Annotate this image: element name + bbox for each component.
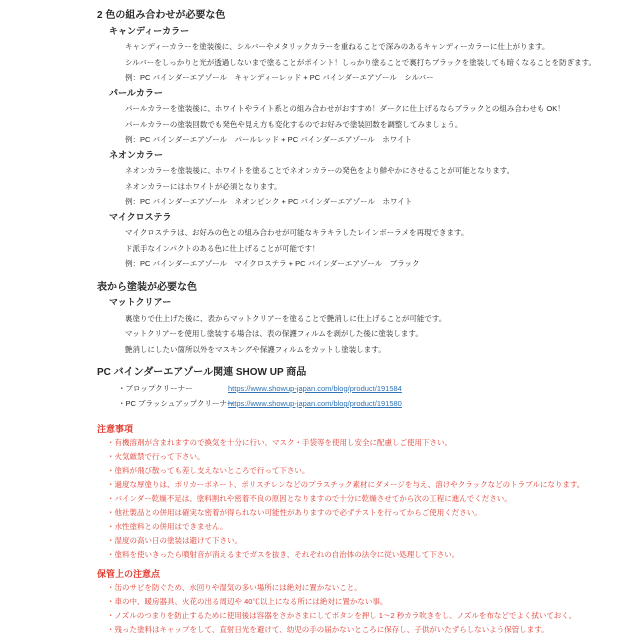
caution-item: ・バインダー乾燥不足は、塗料割れや密着不良の原因となりますので十分に乾燥させてから次の工程に進んでください。 (107, 493, 512, 503)
product-row (118, 381, 640, 397)
body-line: 艶消しにしたい箇所以外をマスキングや保護フィルムをカットし塗装します。 (125, 344, 386, 354)
storage-item: ・車の中、暖房器具、火花の出る周辺や 40℃以上になる所には絶対に置かない事。 (107, 596, 388, 606)
caution-item: ・水性塗料との併用はできません。 (107, 521, 228, 531)
caution-item: ・他社製品との併用は確実な密着が得られない可能性がありますので必ずテストを行ってからご使用ください。 (107, 507, 482, 517)
caution-item: ・塗料が飛び散っても差し支えないところで行って下さい。 (107, 465, 310, 475)
storage-item: ・残った塗料はキャップをして、直射日光を避けて、幼児の手の届かないところに保存し、子供がいたずらしないよう保管します。 (107, 624, 549, 634)
section-title-related-products: PC バインダーエアゾール関連 SHOW UP 商品 (97, 367, 307, 378)
subsection-microstella (97, 210, 640, 272)
cautions-heading: 注意事項 (97, 423, 134, 434)
section-title-two-color: 2 色の組み合わせが必要な色 (97, 10, 226, 21)
caution-item: ・過度な厚塗りは、ポリカーボネート、ポリスチレンなどのプラスチック素材にダメージを与え、溶けやクラックなどのトラブルになります。 (107, 479, 585, 489)
section-title-front-paint: 表から塗装が必要な色 (97, 281, 197, 293)
subsection-title-pearl: パールカラー (109, 87, 163, 98)
subsection-matte-clear (97, 295, 640, 357)
body-line: マイクロステラは、お好みの色との組み合わせが可能なキラキラしたレインボーラメを再現できます。 (125, 228, 469, 237)
caution-item: ・塗料を使いきったら噴射音が消えるまでガスを抜き、それぞれの自治体の法令に従い処理して下さい。 (107, 549, 460, 559)
body-line: パールカラーの塗装回数でも発色や見え方も変化するのでお好みで塗装回数を調整してみましょう。 (125, 119, 463, 129)
subsection-title-neon: ネオンカラー (109, 149, 164, 160)
subsection-candy-color (97, 24, 640, 86)
section-front-paint (97, 280, 640, 358)
section-cautions (97, 422, 640, 562)
subsection-title-microstella: マイクロステラ (109, 211, 172, 222)
body-line: マットクリアーを使用し塗装する場合は、表の保護フィルムを剥がした後に塗装します。 (125, 329, 423, 338)
subsection-title-matte-clear: マットクリアー (109, 297, 172, 307)
product-link[interactable]: https://www.showup-japan.com/blog/product/191580 (228, 399, 402, 408)
subsection-neon-color (97, 148, 640, 210)
subsection-title-candy: キャンディーカラー (109, 25, 190, 36)
example-line: 例：PC バインダーエアゾール ネオンピンク + PC バインダーエアゾール ホワイト (125, 197, 413, 206)
section-storage-notes (97, 567, 640, 637)
body-line: 裏塗りで仕上げた後に、表からマットクリアーを塗ることで艶消しに仕上げることが可能です。 (125, 313, 447, 323)
example-line: 例：PC バインダーエアゾール キャンディーレッド + PC バインダーエアゾール シルバー (125, 73, 434, 82)
section-two-color-combinations (97, 8, 640, 272)
product-row (118, 396, 640, 412)
body-line: キャンディーカラーを塗装後に、シルバーやメタリックカラーを重ねることで深みのあるキャンディーカラーに仕上がります。 (125, 42, 550, 51)
body-line: パールカラーを塗装後に、ホワイトやライト系との組み合わせがおすすめ！ダークに仕上げるならブラックとの組み合わせも OK！ (125, 104, 565, 113)
section-related-products (97, 365, 640, 412)
storage-heading: 保管上の注意点 (97, 568, 161, 579)
example-line: 例：PC バインダーエアゾール マイクロステラ + PC バインダーエアゾール ブラック (125, 259, 420, 268)
caution-item: ・火気厳禁で行って下さい。 (107, 451, 205, 461)
caution-item: ・有機溶剤が含まれますので換気を十分に行い、マスク・手袋等を使用し安全に配慮しご使用下さい。 (107, 437, 452, 447)
subsection-pearl-color (97, 86, 640, 148)
caution-item: ・湿度の高い日の塗装は避けて下さい。 (107, 535, 242, 545)
body-line: シルバーをしっかりと光が透過しないまで塗ることがポイント！しっかり塗ることで裏打ちブラックを塗装しても暗くなることを防ぎます。 (125, 57, 597, 67)
body-line: ド派手なインパクトのある色に仕上げることが可能です！ (125, 243, 320, 253)
body-line: ネオンカラーを塗装後に、ホワイトを塗ることでネオンカラーの発色をより鮮やかにさせることが可能となります。 (125, 166, 515, 175)
example-line: 例：PC バインダーエアゾール パールレッド + PC バインダーエアゾール ホワイト (125, 135, 413, 144)
product-label: ・PC ブラッシュアップクリーナー (118, 399, 235, 408)
storage-item: ・缶のサビを防ぐため、水回りや湿気の多い場所には絶対に置かないこと。 (107, 582, 362, 592)
product-link[interactable]: https://www.showup-japan.com/blog/product/191584 (228, 383, 402, 393)
product-label: ・ブロップクリーナー (118, 383, 193, 393)
storage-item: ・ノズルのつまりを防止するために使用後は容器をさかさまにしてボタンを押し 1～2 秒カラ吹きをし、ノズルを布などでよく拭いておく。 (107, 610, 577, 620)
body-line: ネオンカラーにはホワイトが必須となります。 (125, 181, 282, 191)
